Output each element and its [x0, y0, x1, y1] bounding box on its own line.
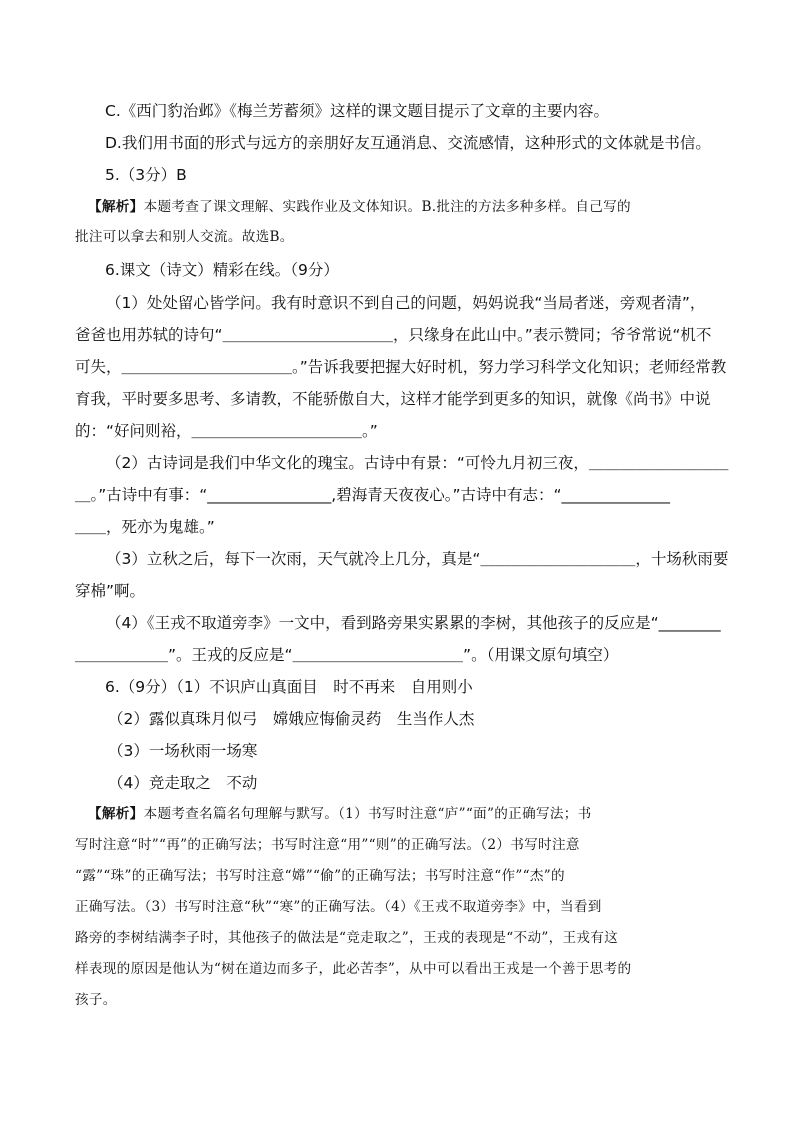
- q6-part4-line1: （4）《王戎不取道旁李》一文中，看到路旁果实累累的李树，其他孩子的反应是“________: [106, 614, 721, 632]
- question-6-title: 6.课文（诗文）精彩在线。（9分）: [105, 261, 339, 279]
- q6-part2-line3: ＿＿，死亦为鬼雄。”: [75, 518, 215, 536]
- q6-part4-line2: ＿＿＿＿＿＿”。王戎的反应是“＿＿＿＿＿＿＿＿＿＿＿”。（用课文原句填空）: [75, 646, 619, 664]
- analysis-6-line3: “露”“珠”的正确写法；书写时注意“嫦”“偷”的正确写法；书写时注意“作”“杰”的: [75, 868, 565, 884]
- q6-part2-line1: （2）古诗词是我们中华文化的瑰宝。古诗中有景：“可怜九月初三夜，＿＿＿＿＿＿＿＿＿: [106, 454, 729, 472]
- analysis-5: [88, 197, 631, 217]
- answer-5: 5.（3分）B: [105, 166, 187, 184]
- answer-6-2: （2）露似真珠月似弓 嫦娥应悔偷灵药 生当作人杰: [108, 710, 475, 728]
- analysis-6: [88, 804, 592, 824]
- analysis-6-line7: 孩子。: [75, 992, 117, 1008]
- analysis-6-line6: 样表现的原因是他认为“树在道边而多子，此必苦李”，从中可以看出王戎是一个善于思考的: [75, 961, 632, 977]
- analysis-tag: 【解析】: [88, 199, 144, 215]
- analysis-6-line4: 正确写法。（3）书写时注意“秋”“寒”的正确写法。（4）《王戎不取道旁李》中，当看到: [75, 899, 602, 915]
- q6-part3-line2: 穿棉”啊。: [75, 582, 146, 600]
- analysis-6-line5: 路旁的李树结满李子时，其他孩子的做法是“竞走取之”，王戎的表现是“不动”，王戎有这: [75, 930, 619, 946]
- answer-6-4: （4）竞走取之 不动: [108, 774, 258, 792]
- analysis-6-line2: 写时注意“时”“再”的正确写法；书写时注意“用”“则”的正确写法。（2）书写时注意: [75, 837, 580, 853]
- option-d: D.我们用书面的形式与远方的亲朋好友互通消息、交流感情，这种形式的文体就是书信。: [105, 134, 711, 152]
- q6-part1-line2: 爸爸也用苏轼的诗句“＿＿＿＿＿＿＿＿＿＿＿，只缘身在此山中。”表示赞同；爷爷常说“机不: [75, 326, 712, 344]
- analysis-tag: 【解析】: [88, 806, 144, 822]
- option-c: C.《西门豹治邺》《梅兰芳蓄须》这样的课文题目提示了文章的主要内容。: [105, 102, 610, 120]
- q6-part2-line2: ＿。”古诗中有事：“________________,碧海青天夜夜心。”古诗中有志：“______________: [75, 486, 671, 504]
- q6-part3-line1: （3）立秋之后，每下一次雨，天气就冷上几分，真是“＿＿＿＿＿＿＿＿＿＿，十场秋雨要: [106, 550, 729, 568]
- analysis-text: 本题考查名篇名句理解与默写。（1）书写时注意“庐”“面”的正确写法；书: [143, 806, 592, 822]
- q6-part1-line4: 育我，平时要多思考、多请教，不能骄傲自大，这样才能学到更多的知识，就像《尚书》中说: [75, 390, 711, 408]
- analysis-5-cont: 批注可以拿去和别人交流。故选B。: [75, 229, 294, 245]
- q6-part1-line1: （1）处处留心皆学问。我有时意识不到自己的问题，妈妈说我“当局者迷，旁观者清”，: [106, 294, 706, 312]
- q6-part1-line5: 的：“好问则裕，＿＿＿＿＿＿＿＿＿＿＿。”: [75, 422, 378, 440]
- answer-6-1: 6.（9分）（1）不识庐山真面目 时不再来 自用则小: [105, 678, 473, 696]
- analysis-text: 本题考查了课文理解、实践作业及文体知识。B.批注的方法多种多样。自己写的: [143, 199, 631, 215]
- q6-part1-line3: 可失，＿＿＿＿＿＿＿＿＿＿＿。”告诉我要把握大好时机，努力学习科学文化知识；老师经常教: [75, 358, 727, 376]
- answer-6-3: （3）一场秋雨一场寒: [108, 742, 258, 760]
